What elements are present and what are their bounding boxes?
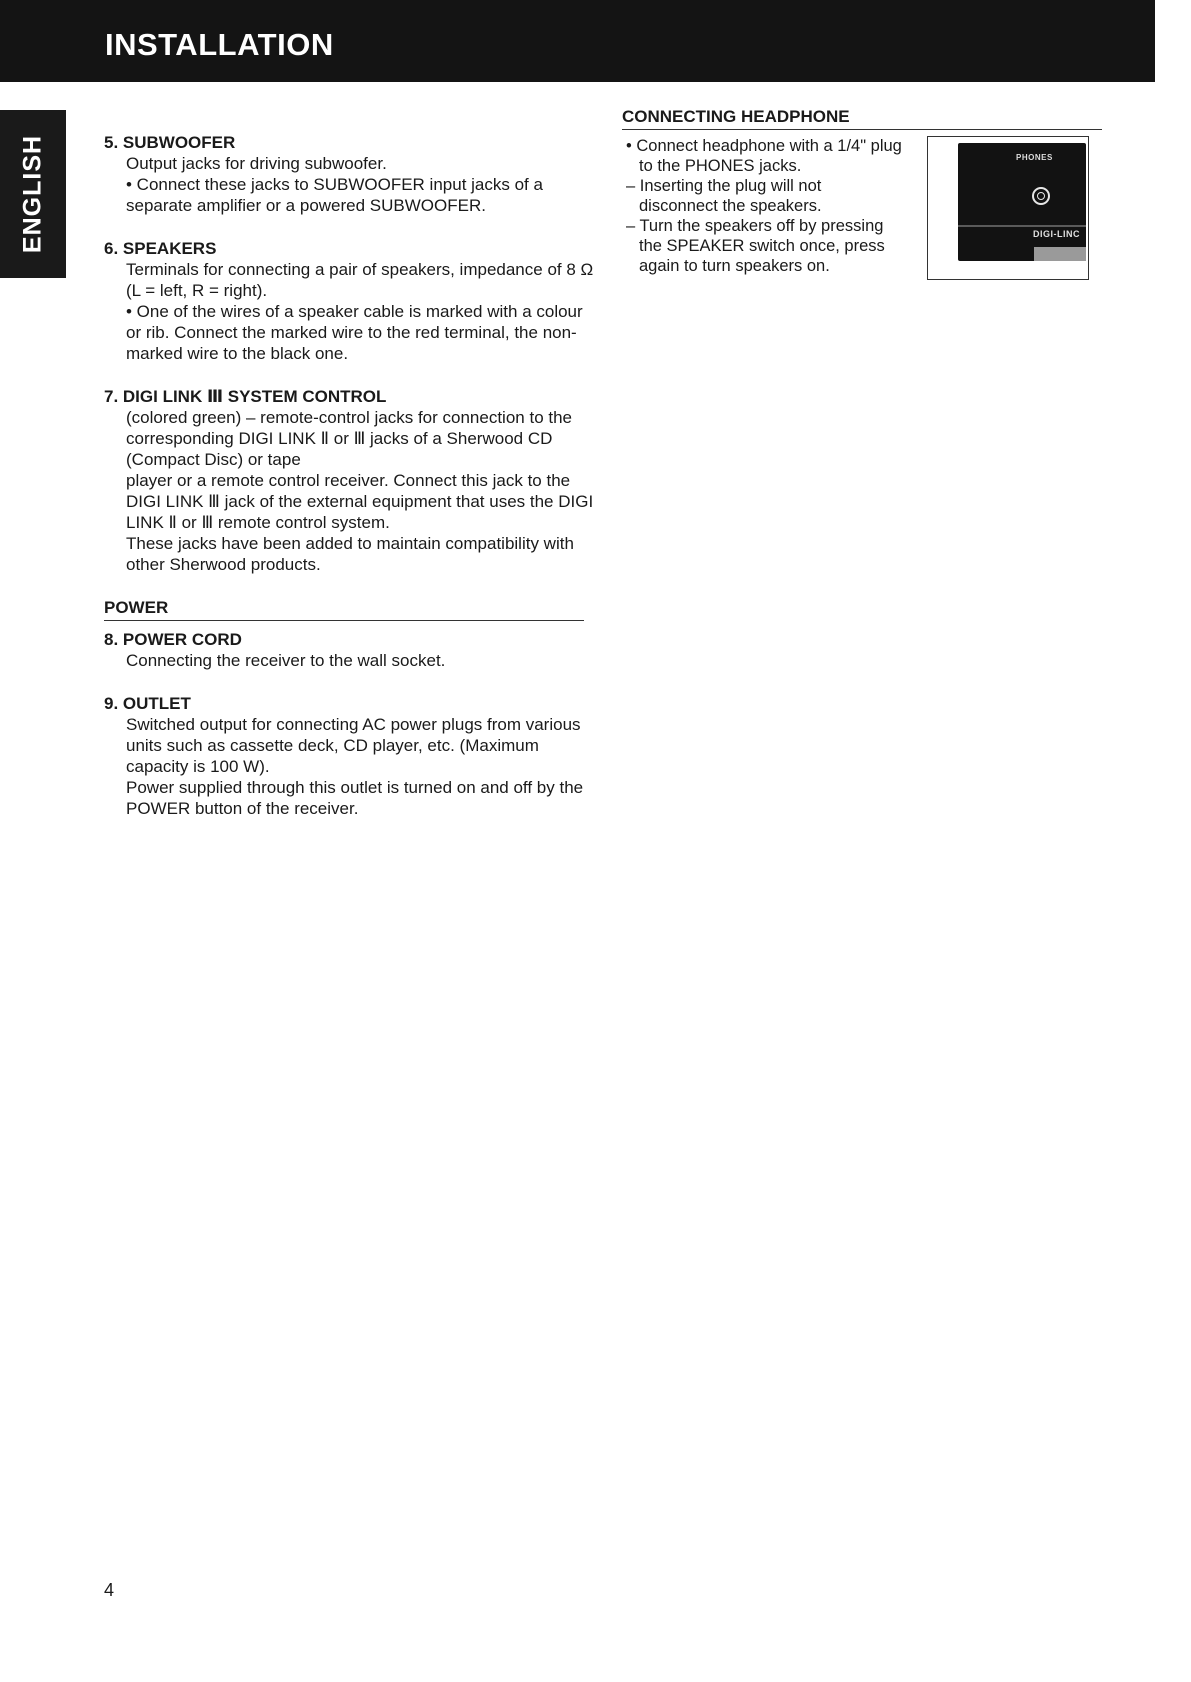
outlet-desc-2: Power supplied through this outlet is turned on and off by the POWER button of the receiver. [126,778,584,818]
brand-logo: DIGI-LINC [1033,229,1080,239]
power-cord-section [104,629,594,671]
outlet-section [104,693,594,819]
phones-jack-icon [1032,187,1050,205]
speakers-section [104,238,594,364]
panel-divider [958,225,1086,227]
subwoofer-desc: Output jacks for driving subwoofer. [126,154,387,173]
headphone-heading: CONNECTING HEADPHONE [622,106,1102,130]
front-panel-illustration [958,143,1086,261]
language-tab [0,110,66,278]
subwoofer-bullet: • Connect these jacks to SUBWOOFER input jacks of a separate amplifier or a powered SUBWOOFER. [126,175,543,215]
headphone-instructions [622,136,902,276]
subwoofer-title: 5. SUBWOOFER [104,133,236,152]
power-heading: POWER [104,597,584,621]
page-title: INSTALLATION [105,27,334,62]
speakers-bullet: • One of the wires of a speaker cable is marked with a colour or rib. Connect the marked wire to the red terminal, the non-marked wire to the black one. [126,302,583,363]
page-number: 4 [104,1580,115,1600]
headphone-bullet-2: – Inserting the plug will not disconnect the speakers. [626,177,822,215]
speakers-desc: Terminals for connecting a pair of speakers, impedance of 8 Ω (L = left, R = right). [126,260,594,300]
power-cord-title: 8. POWER CORD [104,630,242,649]
digi-link-section [104,386,594,575]
digi-link-desc-1: (colored green) – remote-control jacks for connection to the corresponding DIGI LINK Ⅱ or Ⅲ jacks of a Sherwood CD (Compact Disc) or tape [126,408,573,469]
phones-label: PHONES [1016,153,1053,162]
digi-link-title: 7. DIGI LINK Ⅲ SYSTEM CONTROL [104,387,387,406]
outlet-desc-1: Switched output for connecting AC power plugs from various units such as cassette deck, CD player, etc. (Maximum capacity is 100 W). [126,715,581,776]
page-header [0,0,1155,82]
panel-knob-edge [1034,247,1086,261]
digi-link-desc-2: player or a remote control receiver. Connect this jack to the DIGI LINK Ⅲ jack of the external equipment that uses the DIGI LINK Ⅱ or Ⅲ remote control system. [126,471,594,532]
headphone-bullet-3: – Turn the speakers off by pressing the SPEAKER switch once, press again to turn speakers on. [626,217,885,275]
language-tab-label: ENGLISH [18,134,47,254]
right-column [622,106,1102,275]
subwoofer-section [104,132,594,216]
speakers-title: 6. SPEAKERS [104,239,217,258]
headphone-bullet-1: • Connect headphone with a 1/4" plug to the PHONES jacks. [626,137,902,175]
outlet-title: 9. OUTLET [104,694,191,713]
phones-jack-figure [927,136,1089,280]
power-cord-desc: Connecting the receiver to the wall socket. [126,651,446,670]
digi-link-desc-3: These jacks have been added to maintain compatibility with other Sherwood products. [126,534,574,574]
left-column [104,132,594,841]
